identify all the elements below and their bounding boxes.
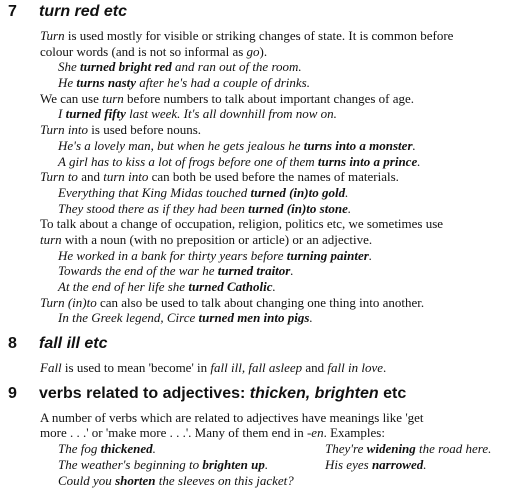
section-7-heading bbox=[6, 2, 518, 28]
section-title: turn red etc bbox=[39, 3, 128, 20]
example-sentence: They're widening the road here. bbox=[325, 441, 492, 457]
section-title: verbs related to adjectives: thicken, brighten etc bbox=[39, 384, 407, 402]
example-sentence: I turned fifty last week. It's all downhill from now on. bbox=[58, 106, 337, 122]
example-sentence: His eyes narrowed. bbox=[325, 456, 427, 472]
example-row bbox=[6, 457, 518, 473]
example-sentence: He worked in a bank for thirty years before turning painter. bbox=[58, 247, 373, 263]
body-line: To talk about a change of occupation, religion, politics etc, we sometimes use bbox=[40, 216, 444, 232]
body-line: We can use turn before numbers to talk about important changes of age. bbox=[40, 90, 415, 106]
body-line: colour words (and is not so informal as go). bbox=[40, 43, 268, 59]
example-sentence: A girl has to kiss a lot of frogs before one of them turns into a prince. bbox=[58, 153, 421, 169]
body-line: A number of verbs which are related to adjectives have meanings like 'get bbox=[40, 409, 424, 425]
section-number: 8 bbox=[8, 335, 17, 353]
section-number: 7 bbox=[8, 3, 17, 20]
example-sentence: At the end of her life she turned Catholic. bbox=[58, 279, 276, 294]
body-line: Turn is used mostly for visible or striking changes of state. It is common before bbox=[40, 28, 454, 43]
example-sentence: In the Greek legend, Circe turned men into pigs. bbox=[58, 310, 313, 326]
example-sentence: Could you shorten the sleeves on this jacket? bbox=[58, 472, 294, 488]
example-sentence: The weather's beginning to brighten up. bbox=[58, 456, 269, 472]
example-sentence: Everything that King Midas touched turned (in)to gold. bbox=[58, 184, 349, 200]
body-line: turn with a noun (with no preposition or article) or an adjective. bbox=[40, 231, 373, 247]
example-sentence: She turned bright red and ran out of the room. bbox=[58, 59, 302, 75]
body-line: Fall is used to mean 'become' in fall ill, fall asleep and fall in love. bbox=[40, 360, 387, 376]
example-sentence: They stood there as if they had been turned (in)to stone. bbox=[58, 200, 352, 216]
section-title: fall ill etc bbox=[39, 335, 108, 353]
example-sentence: The fog thickened. bbox=[58, 441, 156, 457]
section-number: 9 bbox=[8, 384, 17, 402]
body-line: Turn into is used before nouns. bbox=[40, 122, 202, 138]
grammar-page bbox=[6, 2, 518, 488]
body-line: more . . .' or 'make more . . .'. Many of them end in -en. Examples: bbox=[40, 425, 385, 441]
body-line: Turn (in)to can also be used to talk about changing one thing into another. bbox=[40, 294, 425, 310]
example-row bbox=[6, 441, 518, 457]
body-line: Turn to and turn into can both be used before the names of materials. bbox=[40, 169, 399, 185]
section-9-heading bbox=[6, 384, 518, 410]
section-8-heading bbox=[6, 334, 518, 360]
example-sentence: He's a lovely man, but when he gets jealous he turns into a monster. bbox=[58, 137, 416, 153]
example-sentence: He turns nasty after he's had a couple of drinks. bbox=[58, 75, 310, 91]
example-sentence: Towards the end of the war he turned traitor. bbox=[58, 263, 294, 279]
